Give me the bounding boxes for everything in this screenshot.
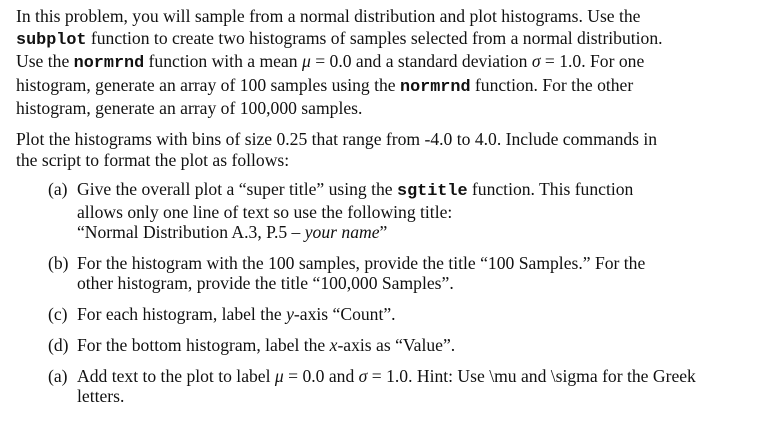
list-marker: (c) — [48, 303, 68, 324]
intro-paragraph — [16, 6, 778, 120]
list-item: (b) For the histogram with the 100 samples, provide the title “100 Samples.” For the other histogram, provide the title “100,000 Samples”. — [48, 252, 646, 293]
normrnd-code: normrnd — [400, 77, 471, 97]
intro-line-2: subplot function to create two histograms of samples selected from a normal distribution. — [16, 27, 663, 50]
list-item: (c) For each histogram, label the y-axis “Count”. — [48, 303, 396, 324]
normrnd-code: normrnd — [73, 54, 145, 73]
plot-paragraph — [16, 129, 778, 172]
list-marker: (a) — [48, 365, 68, 386]
list-marker: (a) — [48, 178, 68, 199]
list-item: (a) Give the overall plot a “super title” using the sgtitle function. This function allows only one line of text so use the following title: “Normal Distribution A.3, P.5 – your name” — [48, 179, 778, 242]
plot-line-1: Plot the histograms with bins of size 0.25 that range from -4.0 to 4.0. Include commands in — [16, 128, 658, 149]
subplot-code: subplot — [16, 30, 87, 50]
mu-symbol: μ — [274, 365, 284, 386]
list-item: (a) Add text to the plot to label μ = 0.0 and σ = 1.0. Hint: Use \mu and \sigma for the Greek letters. — [48, 365, 696, 406]
sigma-symbol: σ — [358, 365, 368, 386]
intro-line-5: histogram, generate an array of 100,000 samples. — [16, 98, 363, 118]
list-item: (d) For the bottom histogram, label the x-axis as “Value”. — [48, 334, 456, 355]
list-marker: (d) — [48, 334, 69, 355]
mu-symbol: μ — [301, 51, 311, 71]
sgtitle-code: sgtitle — [397, 181, 468, 201]
document-page — [16, 6, 778, 417]
intro-line-3: Use the normrnd function with a mean μ = 0.0 and a standard deviation σ = 1.0. For one — [16, 51, 645, 73]
sigma-symbol: σ — [531, 51, 541, 71]
intro-line-4: histogram, generate an array of 100 samples using the normrnd function. For the other — [16, 74, 634, 97]
title-example: “Normal Distribution A.3, P.5 – your name” — [77, 221, 388, 242]
plot-line-2: the script to format the plot as follows: — [16, 150, 290, 170]
format-list — [16, 179, 778, 406]
intro-line-1: In this problem, you will sample from a normal distribution and plot histograms. Use the — [16, 6, 641, 26]
list-marker: (b) — [48, 252, 69, 273]
